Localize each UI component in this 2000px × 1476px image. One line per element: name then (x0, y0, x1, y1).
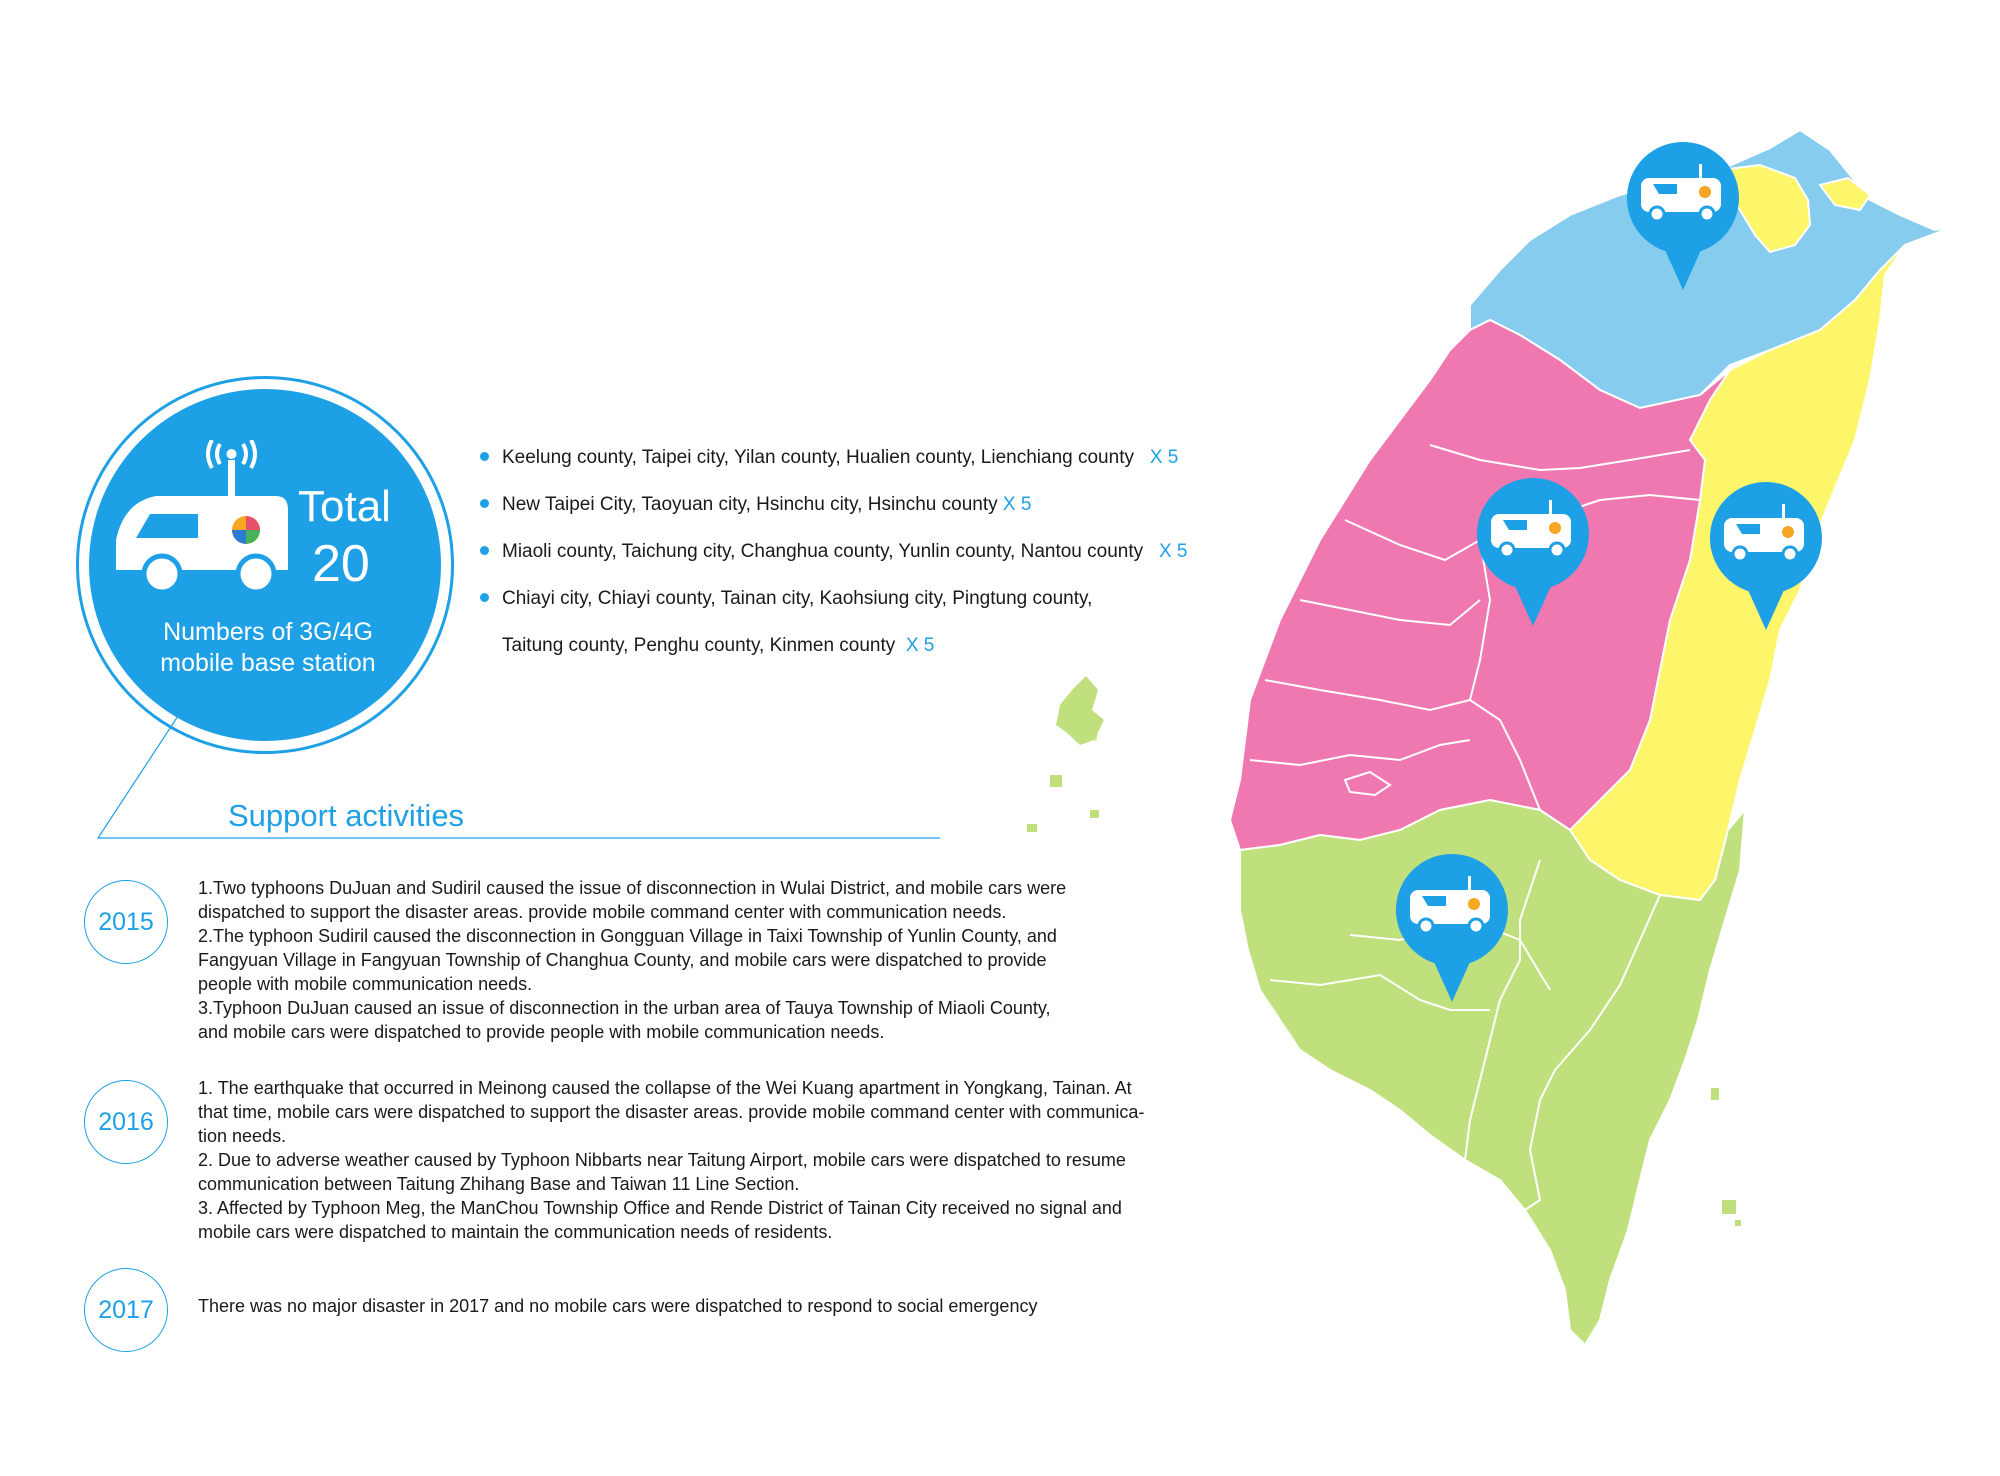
county-group-1: Keelung county, Taipei city, Yilan county, Hualien county, Lienchiang county X 5 (502, 447, 1179, 468)
year-2017-circle: 2017 (84, 1268, 168, 1352)
badge-caption-line2: mobile base station (160, 649, 376, 677)
list-bullet (480, 452, 489, 461)
total-label: Total (298, 482, 391, 531)
activity-2015-text: 1.Two typhoons DuJuan and Sudiril caused the issue of disconnection in Wulai District, and mobile cars were dispatched to support the disaster areas. provide mobile command center with communication needs. 2.The typhoon Sudiril caused the disconnection in Gongguan Village in Taixi Township of Yunlin County, and Fangyuan Village in Fangyuan Township of Changhua County, and mobile cars were dispatched to provide people with mobile communication needs. 3.Typhoon DuJuan caused an issue of disconnection in the urban area of Tauya Township of Miaoli County, and mobile cars were dispatched to provide people with mobile communication needs. (198, 878, 1067, 1042)
county-group-4: Chiayi city, Chiayi county, Tainan city, Kaohsiung city, Pingtung county, (502, 588, 1093, 609)
list-bullet (480, 546, 489, 555)
activity-2016-text: 1. The earthquake that occurred in Meinong caused the collapse of the Wei Kuang apartment in Yongkang, Tainan. At that time, mobile cars were dispatched to support the disaster areas. provide mobile command center with communica- tion needs. 2. Due to adverse weather caused by Typhoon Nibbarts near Taitung Airport, mobile cars were dispatched to resume communication between Taitung Zhihang Base and Taiwan 11 Line Section. 3. Affected by Typhoon Meg, the ManChou Township Office and Rende District of Tainan City received no signal and mobile cars were dispatched to maintain the communication needs of residents. (198, 1078, 1145, 1242)
taiwan-region-map (1000, 100, 1980, 1360)
county-group-3: Miaoli county, Taichung city, Changhua county, Yunlin county, Nantou county X 5 (502, 541, 1188, 562)
county-group-2: New Taipei City, Taoyuan city, Hsinchu city, Hsinchu county X 5 (502, 494, 1032, 515)
total-value: 20 (312, 535, 370, 593)
year-2016-circle: 2016 (84, 1080, 168, 1164)
list-bullet (480, 593, 489, 602)
year-2015-circle: 2015 (84, 880, 168, 964)
map-region-penghu (1027, 676, 1104, 832)
activity-2017-text: There was no major disaster in 2017 and no mobile cars were dispatched to respond to social emergency (198, 1296, 1038, 1316)
support-activities-title: Support activities (228, 798, 465, 833)
badge-caption-line1: Numbers of 3G/4G (163, 618, 373, 646)
county-group-4-cont: Taitung county, Penghu county, Kinmen county X 5 (502, 635, 935, 656)
list-bullet (480, 499, 489, 508)
